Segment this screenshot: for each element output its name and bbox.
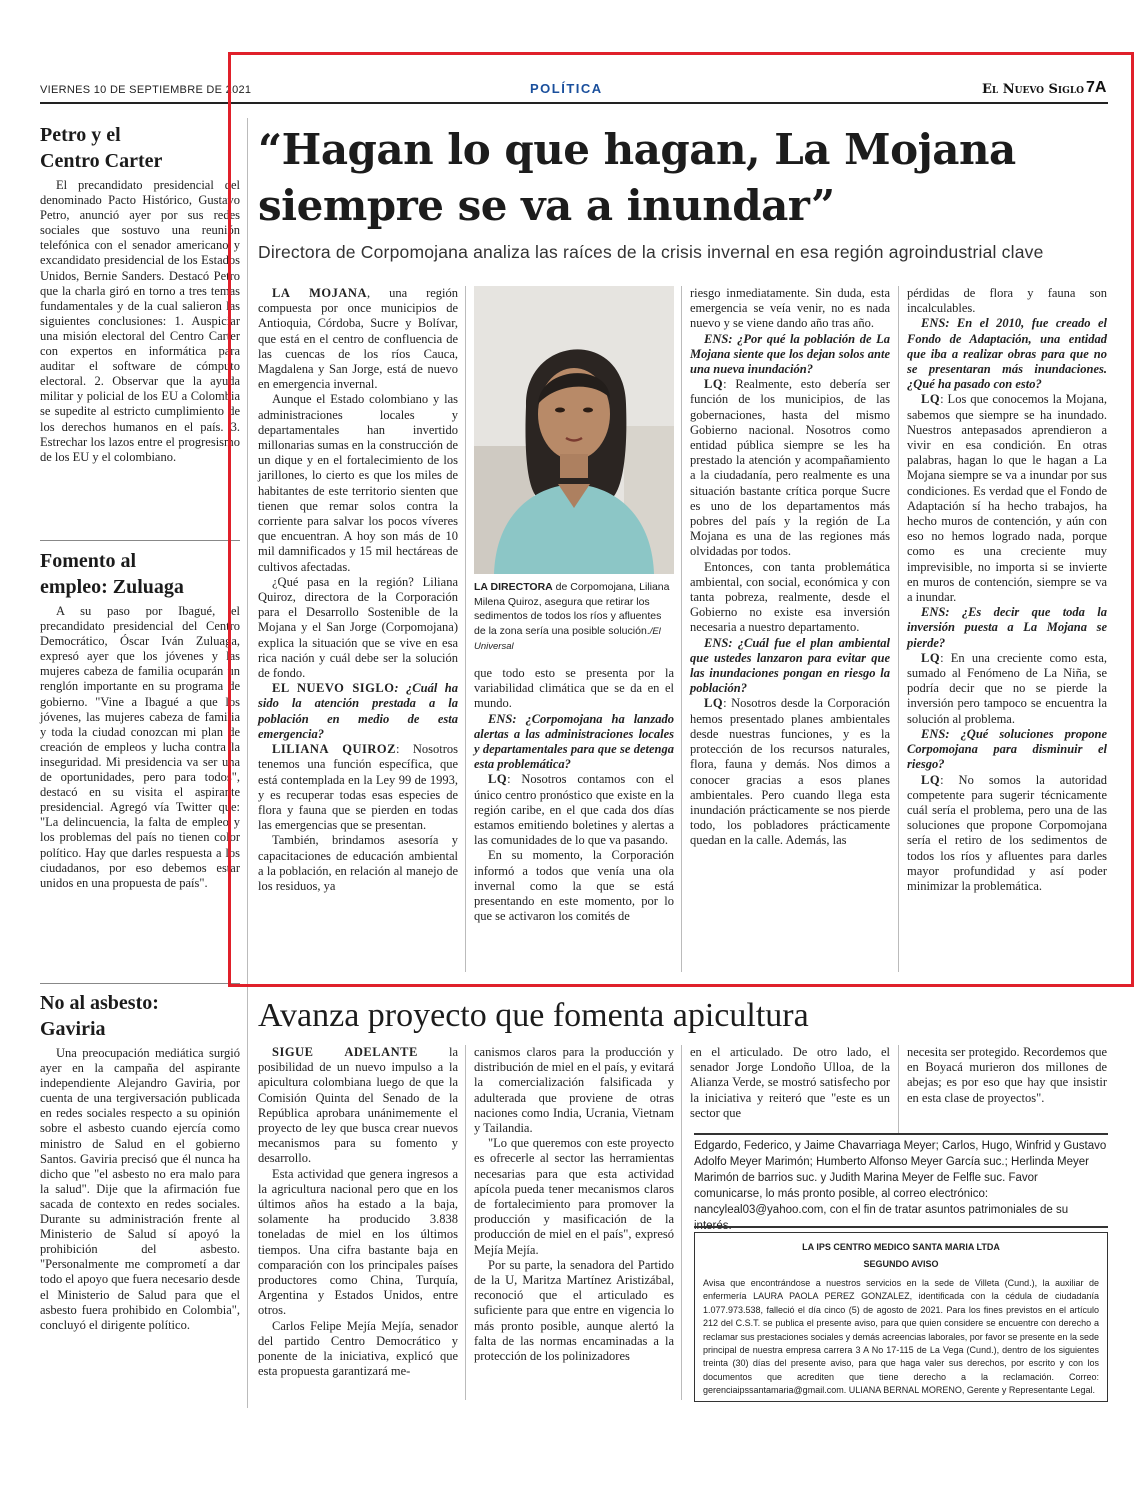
second-column-1: SIGUE ADELANTE la posibilidad de un nuevo impulso a la apicultura colombiana luego de que la Comisión Quinta del Senado de la República aprobara unánimemente el proyecto de ley que busca crear nuevos mecanismos para su fomento y desarrollo. Esta actividad que genera ingresos a la agricultura nacional pero que en los últimos años ha estado a la baja, solamente ha producido 3.838 toneladas de miel en los últimos tiempos. Una cifra bastante baja en comparación con los principales países productores como China, Turquía, Argentina y Estados Unidos, entre otros. Carlos Felipe Mejía Mejía, senador del partido Centro Democrático y ponente de la iniciativa, explicó que esta propuesta garantizará me- bbox=[258, 1045, 458, 1379]
portrait-illustration bbox=[474, 286, 674, 574]
brief-divider bbox=[40, 540, 240, 541]
brief-petro bbox=[40, 122, 240, 465]
issue-date: VIERNES 10 DE SEPTIEMBRE DE 2021 bbox=[40, 84, 252, 96]
brief-title: Petro y el Centro Carter bbox=[40, 124, 163, 172]
second-column-2: canismos claros para la producción y distribución de miel en el país, y evitará la comercialización falsificada y adulterada que proviene de otras naciones como India, Ucrania, Vietnam y Tailandia. "Lo que queremos con este proyecto es ofrecerle al sector las herramientas necesarias para que esta actividad apícola pueda tener mecanismos claros de fortalecimiento para promover la producción y masificación de la producción de miel en el país", expresó Mejía Mejía. Por su parte, la senadora del Partido de la U, Maritza Martínez Aristizábal, reconoció que el articulado es suficiente para que entre en vigencia lo más pronto posible, aunque alertó la falta de las normas encaminadas a la protección de los polinizadores bbox=[474, 1045, 674, 1364]
main-column-3: riesgo inmediatamente. Sin duda, esta emergencia se veía venir, no es nada nuevo y se viene dando año tras año. ENS: ¿Por qué la población de La Mojana siente que los dejan solos ante una nueva inundación? LQ: Realmente, esto debería ser función de los municipios, de las gobernaciones, hasta del mismo Gobierno nacional. Nosotros como entidad pública siempre se les ha prestado la atención y acompañamiento a la ciudadanía, pero realmente es una situación bastante crítica porque Sucre es uno de los departamentos más pobres del país y la región de La Mojana es una de las regiones más olvidadas por todos. Entonces, con tanta problemática ambiental, con social, económica y con tanta pobreza, realmente, desde el Gobierno no existe esa inversión necesaria a nuestro departamento. ENS: ¿Cuál fue el plan ambiental que ustedes lanzaron para evitar que las inundaciones pongan en riesgo la población? LQ: Nosotros desde la Corporación hemos presentado planes ambientales desde nuestras funciones, y es la protección de los recursos naturales, flora, fauna y demás. Nos dimos a conocer gracias a esos planes ambientales. Pero cuando llega esta inundación prácticamente se nos pierde todo, los pobladores prácticamente quedan en la calle. Además, las bbox=[690, 286, 890, 848]
legal-notice-ips bbox=[694, 1232, 1108, 1402]
header-rule bbox=[40, 102, 1108, 104]
brief-gaviria bbox=[40, 990, 240, 1333]
main-column-4: pérdidas de flora y fauna son incalculables. ENS: En el 2010, fue creado el Fondo de Adaptación, una entidad que iba a realizar obras para que no se presentaran más inundaciones. ¿Qué ha pasado con esto? LQ: Los que conocemos la Mojana, sabemos que siempre se ha inundado. Nuestros antepasados aprendieron a vivir en esa condición. En otras palabras, hagan lo que le hagan a La Mojana siempre se va a inundar por sus condiciones. Es verdad que el Fondo de Adaptación sí ha hecho trabajos, ha hecho muros de contención, y aún con eso no hemos logrado nada, porque como es una creciente muy imprevisible, no importa si se invierte en muros de contención, siempre se va a inundar. ENS: ¿Es decir que toda la inversión puesta a La Mojana se pierde? LQ: En una creciente como esta, sumado al Fenómeno de La Niña, se podría decir que no se pierde la inversión pero tampoco se encuentra la solución al problema. ENS: ¿Qué soluciones propone Corpomojana para disminuir el riesgo? LQ: No somos la autoridad competente para sugerir técnicamente cuál sería el problema, pero una de las soluciones que propone Corpomojana sería el retiro de los sedimentos de todos los ríos y afluentes para darles mayor profundidad y así poder minimizar la problemática. bbox=[907, 286, 1107, 893]
column-rule bbox=[898, 1045, 899, 1135]
newspaper-logo: El Nuevo Siglo bbox=[982, 82, 1084, 97]
notice-body: Avisa que encontrándose a nuestros servicios en la sede de Villeta (Cund.), la auxiliar de enfermería LAURA PAOLA PEREZ GONZALEZ, identificada con la cédula de ciudadanía 1.077.973.538, falleció el día cinco (5) de agosto de 2021. Para los fines previstos en el artículo 212 del C.S.T. se publica el presente aviso, para que quien considere se encuentre con derecho a reclamar sus prestaciones sociales y demás acreencias laborales, por favor se presente en la sede principal de nuestra empresa carrera 3 A No 17-115 de La Vega (Cund.), dentro de los siguientes treinta (30) días del presente aviso, para que haga valer sus derechos, por escrito y con los documentos que acrediten que tiene derecho a la reclamación. Correo: gerenciaipssantamaria@gmail.com. ULIANA BERNAL MORENO, Gerente y Representante Legal. bbox=[703, 1278, 1099, 1396]
main-subhead: Directora de Corpomojana analiza las raíces de la crisis invernal en esa región agroindustrial clave bbox=[258, 242, 1044, 262]
brief-title: Fomento al empleo: Zuluaga bbox=[40, 550, 184, 598]
left-column-rule bbox=[247, 118, 248, 1408]
main-column-1: LA MOJANA, una región compuesta por once municipios de Antioquia, Córdoba, Sucre y Bolívar, que está en el centro de confluencia de las cuencas de los ríos Cauca, Magdalena y San Jorge, está de nuevo en emergencia invernal. Aunque el Estado colombiano y las administraciones locales y departamentales han invertido millonarias sumas en la construcción de un dique y en el fortalecimiento de los jarillones, lo cierto es que los miles de habitantes de este territorio sienten que tienen que remar solos contra la corriente para salvar los pocos víveres que encuentran. A hoy son más de 10 mil damnificados y 15 mil hectáreas de cultivos afectadas. ¿Qué pasa en la región? Liliana Quiroz, directora de la Corporación para el Desarrollo Sostenible de la Mojana y el San Jorge (Corpomojana) explica la situación que se vive en esa rica nación y cuál debe ser la solución de fondo. EL NUEVO SIGLO: ¿Cuál ha sido la atención prestada a la población en medio de esta emergencia? LILIANA QUIROZ: Nosotros tenemos una función específica, que está contemplada en la Ley 99 de 1993, y es recuperar todas esas especies de flora y fauna que se pierden en todas las emergencias que se presentan. También, brindamos asesoría y capacitaciones de educación ambiental a la población, en relación al manejo de los residuos, ya bbox=[258, 286, 458, 893]
brief-body: El precandidato presidencial del denominado Pacto Histórico, Gustavo Petro, anunció ayer por sus redes sociales que sostuvo una reunión telefónica con el senador americano y excandidato presidencial de los Estados Unidos, Bernie Sanders. Destacó Petro que la charla giró en torno a tres temas fundamentales y de la cual salieron las siguientes conclusiones: 1. Auspiciar una misión electoral del Centro Carter con expertos en informática para auditar el software de cómputo electoral. 2. Observar que la ayuda militar y policial de los EU a Colombia se supedite al estricto cumplimiento de los derechos humanos en el país. 3. Estrechar los lazos entre el progresismo de los EU y el colombiano. bbox=[40, 178, 240, 464]
brief-zuluaga bbox=[40, 548, 240, 891]
second-column-3: en el articulado. De otro lado, el senador Jorge Londoño Ulloa, de la Alianza Verde, se mostró satisfecho por la iniciativa y reiteró que "este es un sector que bbox=[690, 1045, 890, 1120]
column-rule bbox=[681, 1045, 682, 1400]
main-column-2: que todo esto se presenta por la variabilidad climática que se da en el mundo. ENS: ¿Corpomojana ha lanzado alertas a las administraciones locales y departamentales para que se detenga esta problemática? LQ: Nosotros contamos con el único centro pronóstico que existe en la región caribe, en el que cada dos días estamos emitiendo boletines y alertas a las comunidades de lo que va pasando. En su momento, la Corporación informó a todos que venía una ola invernal como la que se está presentando en este momento, por lo que se activaron los comités de bbox=[474, 666, 674, 924]
notice-bottom-rule bbox=[694, 1226, 1108, 1228]
brief-body: A su paso por Ibagué, el precandidato presidencial del Centro Democrático, Óscar Iván Zuluaga, expresó ayer que los jóvenes y las mujeres cabeza de familia ocuparán un renglón importante en su programa de gobierno. "Vine a Ibagué a que los jóvenes, las mujeres cabeza de familia y toda la ciudad conozcan mi plan de creación de empleos y lucha contra la inseguridad. Mi presidencia va ser una de oportunidades, pero para todos", destacó en su visita el aspirante presidencial. Agregó vía Twitter que: "La delincuencia, la falta de empleo y los problemas del país no tienen color político. Hay que darles respuesta a los ciudadanos, por eso debemos estar unidos en una propuesta de país". bbox=[40, 604, 240, 890]
director-portrait-photo bbox=[474, 286, 674, 574]
column-rule bbox=[465, 1045, 466, 1400]
brief-body: Una preocupación mediática surgió ayer en la campaña del aspirante independiente Alejandro Gaviria, por cuenta de una tergiversación publicada en redes sociales respecto a su opinión sobre el asbesto cuando ejercía como ministro de Salud en el gobierno Santos. Gaviria precisó que él nunca ha dicho que "el asbesto no era malo para la salud". Dije que la afirmación fue sacada de contexto en redes sociales. Durante su administración frente al Ministerio de Salud sí apoyó la prohibición del asbesto. "Personalmente me comprometí a dar todo el apoyo que fuera necesario desde el Ministerio de Salud para que el asbesto fuera prohibido en Colombia", concluyó el dirigente político. bbox=[40, 1046, 240, 1332]
notice-title: LA IPS CENTRO MEDICO SANTA MARIA LTDA bbox=[802, 1242, 1000, 1252]
section-label: POLÍTICA bbox=[530, 81, 603, 96]
brief-title: No al asbesto: Gaviria bbox=[40, 992, 159, 1040]
column-rule bbox=[681, 286, 682, 972]
legal-notice-meyer: Edgardo, Federico, y Jaime Chavarriaga Meyer; Carlos, Hugo, Winfrid y Gustavo Adolfo Meyer Marimón; Humberto Alfonso Meyer García suc.; Herlinda Meyer Marimón de barrios suc. y Judith Marina Meyer de Felfle suc. Favor comunicarse, lo más pronto posible, al correo electrónico: nancyleal03@yahoo.com, con el fin de tratar asuntos patrimoniales de su interés. bbox=[694, 1140, 1107, 1232]
main-headline: “Hagan lo que hagan, La Mojana siempre se va a inundar” bbox=[258, 125, 1016, 230]
photo-caption: LA DIRECTORA de Corpomojana, Liliana Milena Quiroz, asegura que retirar los sedimentos de todos los ríos y afluentes de la zona sería una posible solución./El Universal bbox=[474, 581, 670, 652]
brief-divider bbox=[40, 983, 240, 984]
second-headline: Avanza proyecto que fomenta apicultura bbox=[258, 997, 809, 1034]
second-column-4: necesita ser protegido. Recordemos que en Boyacá murieron dos millones de abejas; es por eso que hay que insistir en esta clase de proyectos". bbox=[907, 1045, 1107, 1105]
page-number: 7A bbox=[1086, 79, 1107, 96]
column-rule bbox=[465, 286, 466, 972]
column-rule bbox=[898, 286, 899, 972]
notice-subtitle: SEGUNDO AVISO bbox=[863, 1259, 939, 1269]
notice-top-rule bbox=[694, 1133, 1108, 1135]
